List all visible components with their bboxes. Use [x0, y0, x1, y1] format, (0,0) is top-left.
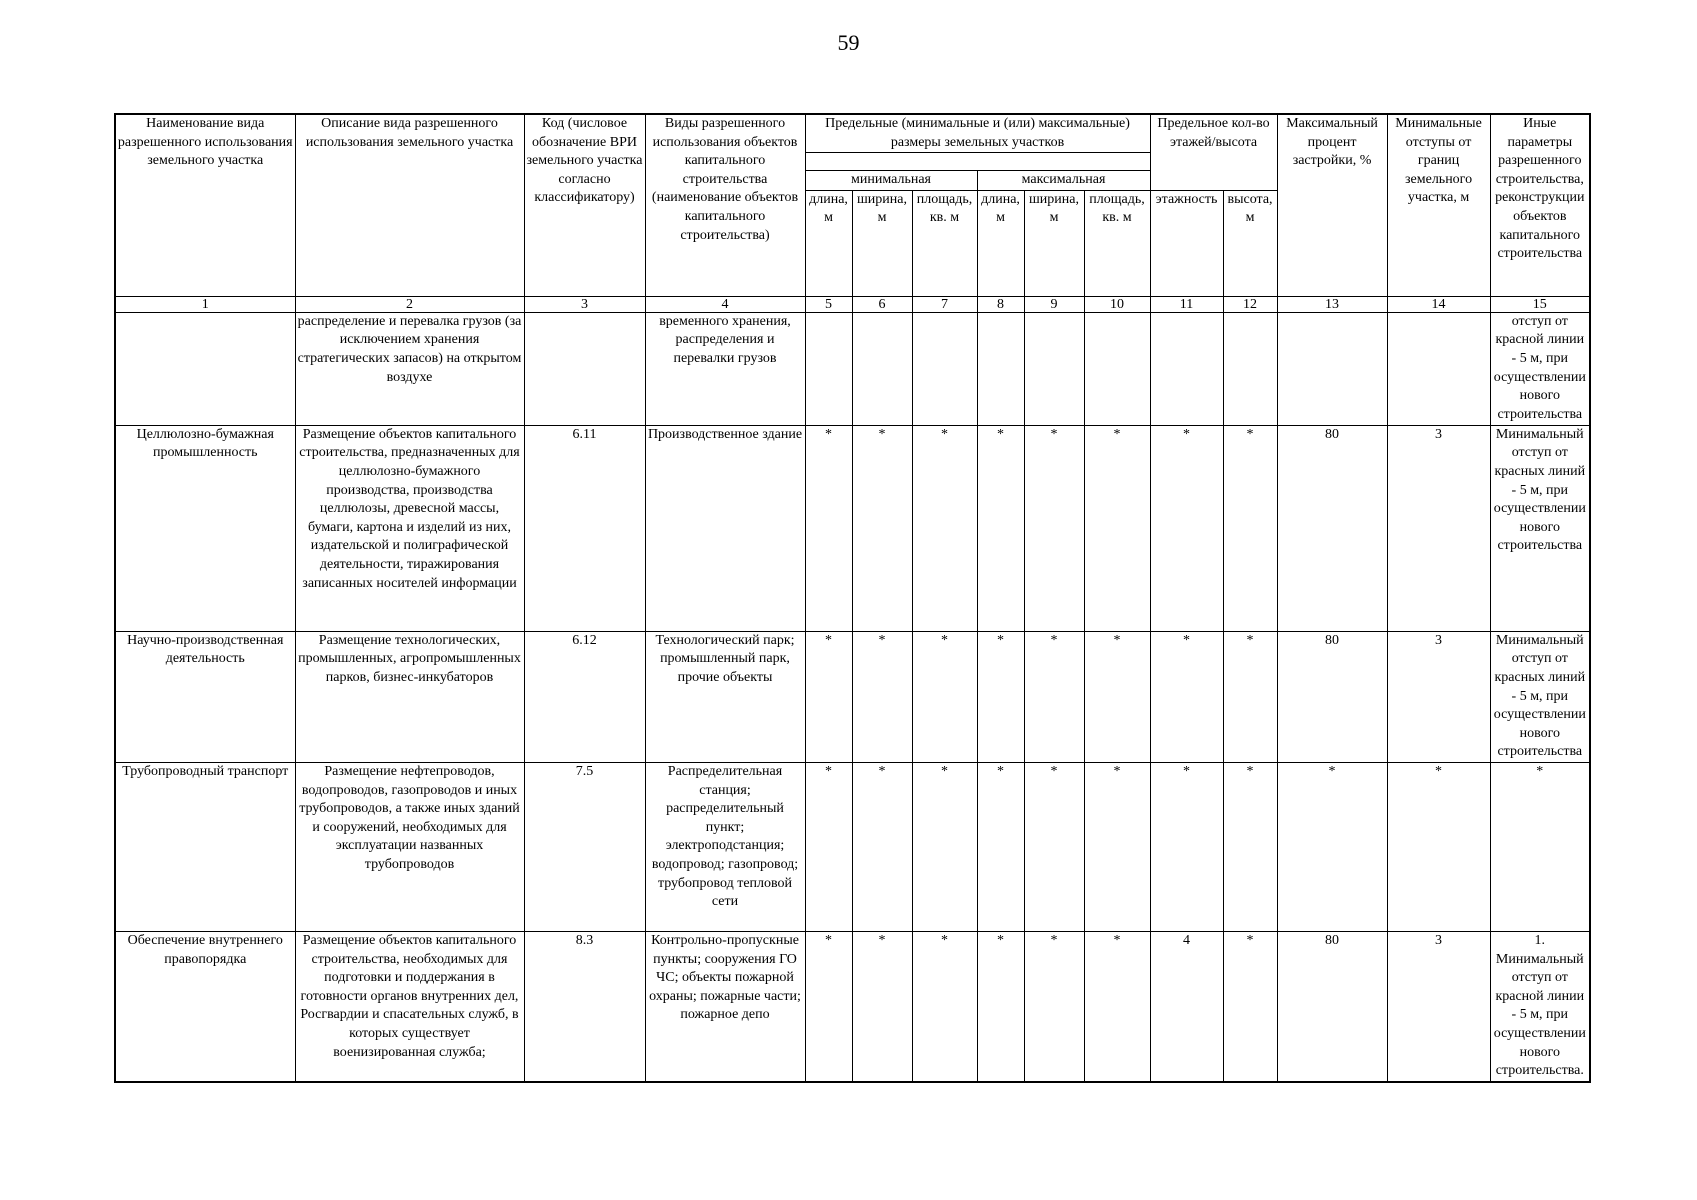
row-objects: Распределительная станция; распределительный пункт; электроподстанция; водопровод; газопровод; трубопровод тепловой сети: [645, 762, 805, 931]
row-max-area: *: [1084, 425, 1150, 631]
row-other-params: Минимальный отступ от красных линий - 5 м, при осуществлении нового строительства: [1490, 631, 1590, 762]
header-code: Код (числовое обозначение ВРИ земельного участка согласно классификатору): [524, 114, 645, 296]
row-min-length: *: [805, 631, 852, 762]
row-max-coverage: 80: [1277, 425, 1387, 631]
header-max-length: длина, м: [977, 190, 1024, 296]
header-plot-sizes: Предельные (минимальные и (или) максимальные) размеры земельных участков: [805, 114, 1150, 153]
row-min-setbacks: *: [1387, 762, 1490, 931]
row-min-setbacks: [1387, 312, 1490, 425]
row-min-width: *: [852, 631, 912, 762]
column-number: 10: [1084, 296, 1150, 312]
table-row: [115, 762, 1590, 931]
row-max-coverage: [1277, 312, 1387, 425]
row-max-length: *: [977, 931, 1024, 1082]
row-max-width: [1024, 312, 1084, 425]
row-min-area: *: [912, 762, 977, 931]
row-min-length: *: [805, 931, 852, 1082]
row-max-coverage: *: [1277, 762, 1387, 931]
row-max-length: *: [977, 631, 1024, 762]
row-code: 6.12: [524, 631, 645, 762]
column-number: 15: [1490, 296, 1590, 312]
row-objects: Технологический парк; промышленный парк, прочие объекты: [645, 631, 805, 762]
row-other-params: *: [1490, 762, 1590, 931]
row-name: Трубопроводный транспорт: [115, 762, 295, 931]
column-number: 11: [1150, 296, 1223, 312]
row-min-width: *: [852, 931, 912, 1082]
row-description: распределение и перевалка грузов (за исключением хранения стратегических запасов) на открытом воздухе: [295, 312, 524, 425]
row-height: [1223, 312, 1277, 425]
row-min-width: *: [852, 762, 912, 931]
header-floors-height: Предельное кол-во этажей/высота: [1150, 114, 1277, 190]
column-number: 4: [645, 296, 805, 312]
table-row: [115, 931, 1590, 1082]
row-name: [115, 312, 295, 425]
row-description: Размещение объектов капитального строительства, необходимых для подготовки и поддержания в готовности органов внутренних дел, Росгвардии и спасательных служб, в которых существует военизированная служба;: [295, 931, 524, 1082]
row-min-width: [852, 312, 912, 425]
header-max-coverage: Максимальный процент застройки, %: [1277, 114, 1387, 296]
header-name: Наименование вида разрешенного использования земельного участка: [115, 114, 295, 296]
row-name: Целлюлозно-бумажная промышленность: [115, 425, 295, 631]
column-number: 5: [805, 296, 852, 312]
row-floors: *: [1150, 425, 1223, 631]
row-max-area: *: [1084, 631, 1150, 762]
column-number: 1: [115, 296, 295, 312]
row-description: Размещение технологических, промышленных, агропромышленных парков, бизнес-инкубаторов: [295, 631, 524, 762]
row-max-length: *: [977, 425, 1024, 631]
row-description: Размещение нефтепроводов, водопроводов, газопроводов и иных трубопроводов, а также иных зданий и сооружений, необходимых для эксплуатации названных трубопроводов: [295, 762, 524, 931]
table-row: [115, 631, 1590, 762]
header-min: минимальная: [805, 171, 977, 191]
table-row: [115, 425, 1590, 631]
column-numbers-row: [115, 296, 1590, 312]
row-min-length: *: [805, 762, 852, 931]
header-min-setbacks: Минимальные отступы от границ земельного участка, м: [1387, 114, 1490, 296]
row-max-length: [977, 312, 1024, 425]
column-number: 2: [295, 296, 524, 312]
row-code: 8.3: [524, 931, 645, 1082]
row-max-width: *: [1024, 631, 1084, 762]
row-code: 7.5: [524, 762, 645, 931]
header-objects: Виды разрешенного использования объектов капитального строительства (наименование объектов капитального строительства): [645, 114, 805, 296]
row-objects: временного хранения, распределения и перевалки грузов: [645, 312, 805, 425]
header-floors: этажность: [1150, 190, 1223, 296]
row-min-length: *: [805, 425, 852, 631]
column-number: 14: [1387, 296, 1490, 312]
row-height: *: [1223, 425, 1277, 631]
row-min-length: [805, 312, 852, 425]
column-number: 3: [524, 296, 645, 312]
row-max-width: *: [1024, 931, 1084, 1082]
row-max-area: *: [1084, 762, 1150, 931]
row-max-length: *: [977, 762, 1024, 931]
land-use-regulations-table: [114, 113, 1591, 1083]
row-min-setbacks: 3: [1387, 931, 1490, 1082]
header-max-width: ширина, м: [1024, 190, 1084, 296]
row-floors: *: [1150, 762, 1223, 931]
header-min-length: длина, м: [805, 190, 852, 296]
row-max-area: [1084, 312, 1150, 425]
column-number: 6: [852, 296, 912, 312]
row-min-setbacks: 3: [1387, 425, 1490, 631]
table-row: [115, 312, 1590, 425]
row-other-params: Минимальный отступ от красных линий - 5 м, при осуществлении нового строительства: [1490, 425, 1590, 631]
header-other-params: Иные параметры разрешенного строительства, реконструкции объектов капитального строительства: [1490, 114, 1590, 296]
row-min-area: *: [912, 425, 977, 631]
row-min-setbacks: 3: [1387, 631, 1490, 762]
row-max-coverage: 80: [1277, 931, 1387, 1082]
row-max-area: *: [1084, 931, 1150, 1082]
row-objects: Производственное здание: [645, 425, 805, 631]
header-max: максимальная: [977, 171, 1150, 191]
row-max-width: *: [1024, 425, 1084, 631]
row-min-area: *: [912, 631, 977, 762]
column-number: 8: [977, 296, 1024, 312]
row-objects: Контрольно-пропускные пункты; сооружения ГО ЧС; объекты пожарной охраны; пожарные части; пожарное депо: [645, 931, 805, 1082]
column-number: 12: [1223, 296, 1277, 312]
header-description: Описание вида разрешенного использования земельного участка: [295, 114, 524, 296]
column-number: 7: [912, 296, 977, 312]
page-number: 59: [837, 30, 860, 55]
row-name: Научно-производственная деятельность: [115, 631, 295, 762]
row-min-area: [912, 312, 977, 425]
header-min-area: площадь, кв. м: [912, 190, 977, 296]
column-number: 13: [1277, 296, 1387, 312]
row-other-params: отступ от красной линии - 5 м, при осуществлении нового строительства: [1490, 312, 1590, 425]
row-floors: *: [1150, 631, 1223, 762]
row-height: *: [1223, 931, 1277, 1082]
header-min-width: ширина, м: [852, 190, 912, 296]
row-max-width: *: [1024, 762, 1084, 931]
row-height: *: [1223, 762, 1277, 931]
column-number: 9: [1024, 296, 1084, 312]
row-max-coverage: 80: [1277, 631, 1387, 762]
row-height: *: [1223, 631, 1277, 762]
header-height: высота, м: [1223, 190, 1277, 296]
row-code: 6.11: [524, 425, 645, 631]
row-min-width: *: [852, 425, 912, 631]
row-other-params: 1. Минимальный отступ от красной линии - 5 м, при осуществлении нового строительства.: [1490, 931, 1590, 1082]
row-floors: [1150, 312, 1223, 425]
row-min-area: *: [912, 931, 977, 1082]
row-description: Размещение объектов капитального строительства, предназначенных для целлюлозно-бумажного производства, производства целлюлозы, древесной массы, бумаги, картона и изделий из них, издательской и полиграфической деятельности, тиражирования записанных носителей информации: [295, 425, 524, 631]
row-name: Обеспечение внутреннего правопорядка: [115, 931, 295, 1082]
row-code: [524, 312, 645, 425]
header-max-area: площадь, кв. м: [1084, 190, 1150, 296]
row-floors: 4: [1150, 931, 1223, 1082]
